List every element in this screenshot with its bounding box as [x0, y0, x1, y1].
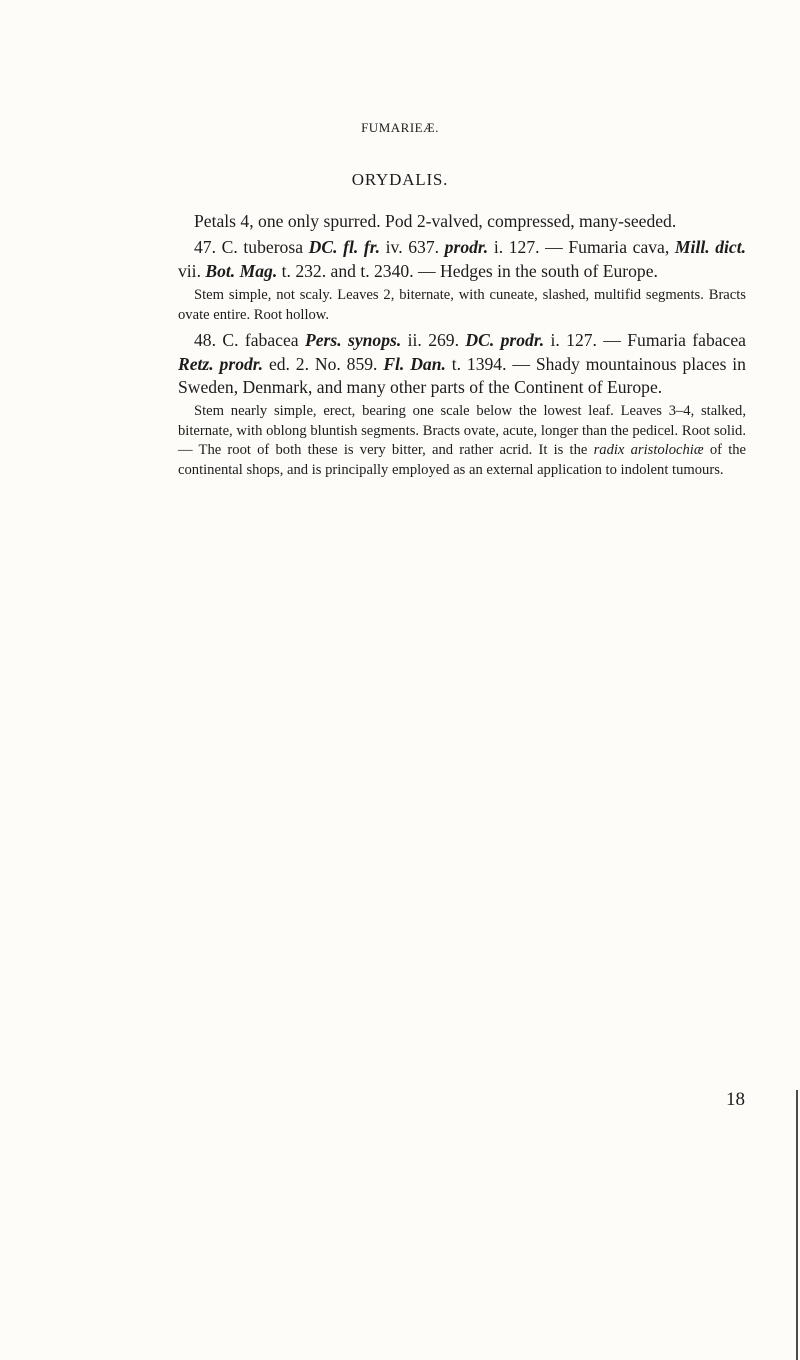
reference: t. 1394. — Shady mountainous places in Sweden, Denmark, and many other parts of the Continent of Europe. — [178, 353, 746, 398]
reference: iv. 637. — [385, 237, 440, 258]
species-description: Stem simple, not scaly. Leaves 2, biternate, with cuneate, slashed, multifid segments. Bracts ovate entire. Root hollow. — [178, 287, 746, 323]
citation: Mill. dict. — [674, 237, 747, 258]
note-term: radix aristolochiæ — [593, 442, 704, 459]
reference: i. 127. — Fumaria fabacea — [550, 330, 746, 351]
species-number: 48. — [194, 330, 216, 351]
citation: Fl. Dan. — [383, 353, 446, 374]
page-body — [178, 210, 746, 484]
species-description — [178, 402, 746, 480]
page-edge-line — [796, 1090, 798, 1360]
species-entry-48 — [178, 329, 746, 399]
reference: i. 127. — Fumaria cava, — [493, 237, 670, 258]
citation: Bot. Mag. — [205, 260, 278, 281]
description-text: Stem nearly simple, erect, bearing one scale below the lowest leaf. Leaves 3–4, stalked, biternate, with oblong bluntish segments. Bracts ovate, acute, longer than the pedicel. Root solid. — [178, 403, 746, 439]
page-number: 18 — [726, 1089, 745, 1110]
citation: DC. fl. fr. — [308, 237, 381, 258]
reference: vii. — [178, 260, 201, 281]
citation: DC. prodr. — [465, 330, 545, 351]
citation: Retz. prodr. — [178, 353, 264, 374]
note-text: of the continental shops, and is principally employed as an external application to indolent tumours. — [178, 442, 747, 478]
species-name: C. tuberosa — [221, 237, 304, 258]
genus-intro: Petals 4, one only spurred. Pod 2-valved, compressed, many-seeded. — [194, 211, 677, 231]
reference: ii. 269. — [407, 330, 459, 351]
note-text: — The root of both these is very bitter, and rather acrid. It is the — [178, 442, 588, 459]
running-head: FUMARIEÆ. — [361, 120, 439, 135]
species-number: 47. — [194, 237, 216, 258]
citation: Pers. synops. — [304, 330, 402, 351]
species-entry-47 — [178, 236, 746, 283]
species-name: C. fabacea — [222, 330, 299, 351]
citation: prodr. — [444, 237, 489, 258]
reference: ed. 2. No. 859. — [268, 353, 378, 374]
genus-title: ORYDALIS. — [351, 170, 449, 189]
reference: t. 232. and t. 2340. — Hedges in the south of Europe. — [281, 260, 658, 281]
